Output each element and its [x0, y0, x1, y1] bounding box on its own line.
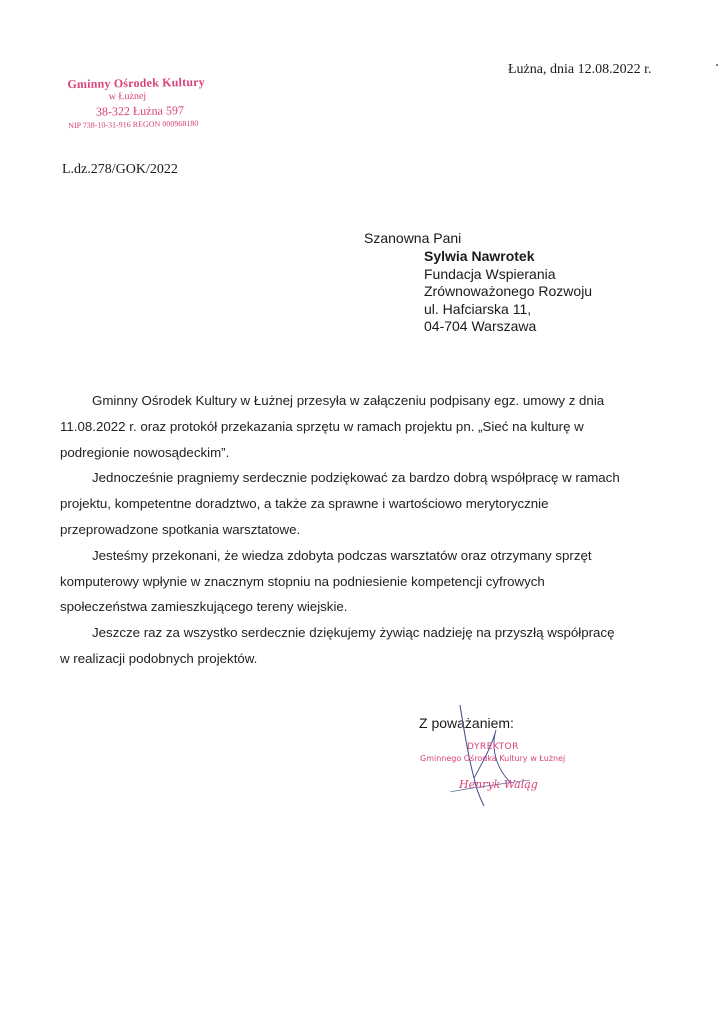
letter-date: Łużna, dnia 12.08.2022 r.	[508, 62, 652, 77]
body-paragraph: Jednocześnie pragniemy serdecznie podziękować za bardzo dobrą współpracę w ramach projektu, kompetentne doradztwo, a także za sprawne i wartościowo merytorycznie przeprowadzone spotkania warsztatowe.	[60, 470, 620, 537]
director-stamp-name: Henryk Waląg	[459, 778, 538, 791]
body-paragraph: Gminny Ośrodek Kultury w Łużnej przesyła w załączeniu podpisany egz. umowy z dnia 11.08.2022 r. oraz protokół przekazania sprzętu w ramach projektu pn. „Sieć na kulturę w podregionie nowosądeckim”.	[60, 393, 605, 460]
reference-number: L.dz.278/GOK/2022	[62, 162, 178, 177]
director-stamp-org: Gminnego Ośrodka Kultury w Łużnej	[420, 754, 566, 763]
stamp-line-ids: NIP 738-10-31-916 REGON 000968180	[68, 118, 199, 131]
closing-text: Z poważaniem:	[419, 715, 514, 731]
director-stamp-title: DYREKTOR	[467, 742, 519, 752]
body-paragraph: Jesteśmy przekonani, że wiedza zdobyta podczas warsztatów oraz otrzymany sprzęt komputerowy wpłynie w znacznym stopniu na podniesienie kompetencji cyfrowych społeczeństwa zamieszkującego tereny wiejskie.	[60, 547, 592, 615]
scan-speck	[716, 64, 718, 66]
letter-body	[60, 388, 620, 672]
recipient-city: 04-704 Warszawa	[424, 318, 537, 334]
recipient-org-line1: Fundacja Wspierania	[424, 265, 556, 282]
recipient-address	[424, 248, 592, 336]
body-paragraph: Jeszcze raz za wszystko serdecznie dziękujemy żywiąc nadzieję na przyszłą współpracę w realizacji podobnych projektów.	[60, 625, 615, 666]
stamp-line-name: Gminny Ośrodek Kultury	[67, 74, 206, 92]
salutation: Szanowna Pani	[364, 230, 462, 246]
recipient-org-line2: Zrównoważonego Rozwoju	[424, 283, 593, 299]
stamp-line-address: 38-322 Łużna 597	[95, 103, 185, 119]
stamp-line-locality: w Łużnej	[108, 90, 147, 103]
recipient-name: Sylwia Nawrotek	[424, 248, 535, 264]
recipient-street: ul. Hafciarska 11,	[424, 300, 532, 317]
